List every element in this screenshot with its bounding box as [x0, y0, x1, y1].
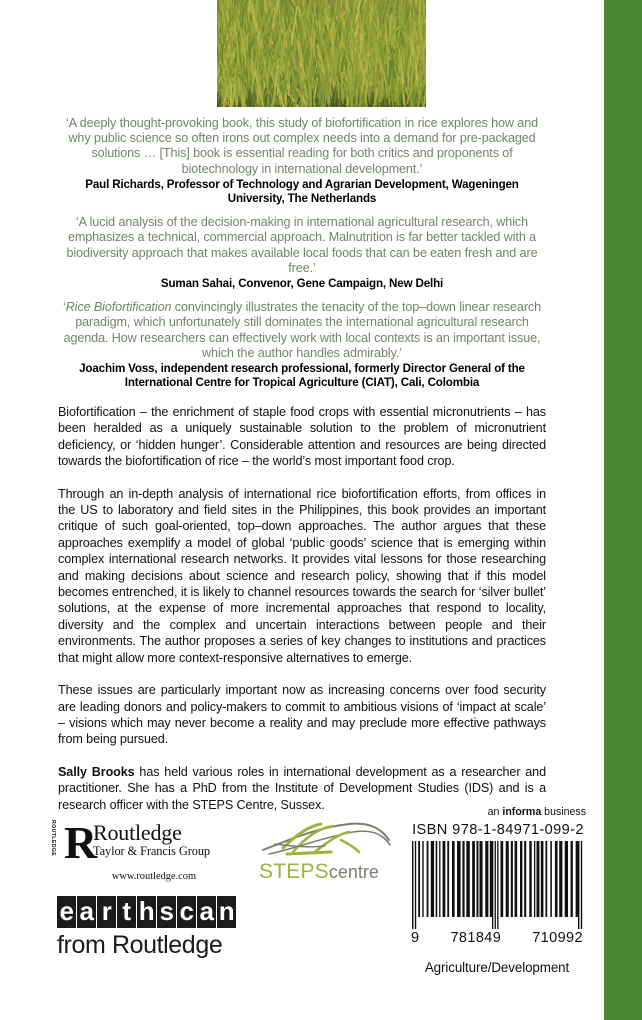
earthscan-letter-e-0: e — [57, 896, 76, 928]
cover-photo-credit — [622, 0, 633, 108]
earthscan-subtitle: from Routledge — [57, 931, 223, 959]
endorsement-quote: ‘A lucid analysis of the decision-making in international agricultural research, which emphasizes a technical, commercial approach. Malnutrition is far better tackled with a biodiversity approach that makes available local foods that can be eaten fresh and are free.’ — [66, 215, 538, 275]
earthscan-letter-a-7: a — [197, 896, 216, 928]
isbn-barcode-block — [408, 806, 588, 975]
barcode-digit-group-3: 710992 — [532, 930, 583, 946]
earthscan-letter-r-2: r — [97, 896, 116, 928]
barcode-digit-group-1: 9 — [411, 930, 420, 946]
steps-logo-primary: STEPS — [259, 860, 329, 883]
informa-prefix: an — [487, 806, 503, 818]
informa-word: informa — [502, 806, 542, 818]
routledge-vertical-text: ROUTLEDGE — [50, 820, 56, 857]
earthscan-letter-h-4: h — [138, 896, 155, 926]
endorsements-section — [58, 116, 546, 399]
barcode-digits — [411, 930, 583, 946]
routledge-url[interactable]: www.routledge.com — [111, 871, 197, 882]
book-title-italic: Rice Biofortification — [65, 300, 172, 315]
description-paragraph-2: Through an in-depth analysis of international rice biofortification efforts, from offices in the US to laboratory and field sites in the Philippines, this book provides an important critique of such goal-oriented, top–down approaches. The author argues that these approaches exemplify a model of global ‘public goods’ science that is emerging within complex international research networks. It provides vital lessons for those researching and making decisions about science and research policy, showing that if this model becomes entrenched, it is likely to channel resources towards the search for ‘silver bullet’ solutions, at the expense of more incremental approaches that respond to locality, diversity and the complex and uncertain interactions between people and their environments. The author proposes a series of key changes to institutions and practices that might allow more context-responsive alternatives to emerge. — [58, 486, 546, 665]
description-paragraph-3: These issues are particularly important now as increasing concerns over food security are leading donors and policy-makers to commit to ambitious visions of ‘impact at scale’ – visions which may never become a reality and may preclude more effective pathways from being pursued. — [58, 683, 546, 747]
author-bio-text: has held various roles in international development as a researcher and practitioner. She has a PhD from the Institute of Development Studies (IDS) and is a research officer with the STEPS Centre, Sussex. — [58, 764, 546, 812]
endorsement-quote: ‘Rice Biofortification convincingly illustrates the tenacity of the top–down linear research paradigm, which unfortunately still dominates the international agricultural research agenda. How researchers can effectively work with local contexts is an important issue, which the author handles admirably.’ — [62, 300, 542, 360]
routledge-subtitle: Taylor & Francis Group — [93, 844, 211, 858]
endorsement-attribution: Paul Richards, Professor of Technology and Agrarian Development, Wageningen University, The Netherlands — [85, 177, 519, 206]
spine-strip — [604, 0, 642, 1020]
earthscan-letter-a-1: a — [77, 896, 96, 928]
endorsement-quote: ‘A deeply thought-provoking book, this study of biofortification in rice explores how and why public science so often irons out complex needs into a demand for pre-packaged solutions … [This] book is essential reading for both critics and proponents of biotechnology in international development.’ — [65, 116, 539, 176]
routledge-logo — [50, 817, 237, 882]
subject-category: Agriculture/Development — [424, 960, 570, 975]
routledge-mark-icon — [50, 817, 98, 868]
earthscan-letter-t-3: t — [117, 896, 136, 928]
endorsement-2 — [58, 215, 546, 291]
endorsement-attribution: Suman Sahai, Convenor, Gene Campaign, New Delhi — [160, 277, 444, 291]
description-paragraph-1: Biofortification – the enrichment of staple food crops with essential micronutrients – has been heralded as a uniquely sustainable solution to the problem of micronutrient deficiency, or ‘hidden hunger’. Considerable attention and resources are being directed towards the biofortification of rice – the world’s most important food crop. — [58, 405, 546, 469]
earthscan-letter-boxes — [57, 896, 237, 928]
earthscan-letter-n-8: n — [218, 896, 235, 926]
author-name: Sally Brooks — [58, 764, 135, 779]
endorsement-attribution: Joachim Voss, independent research professional, formerly Director General of the International Centre for Tropical Agriculture (CIAT), Cali, Colombia — [79, 362, 525, 390]
earthscan-letter-s-5: s — [157, 896, 176, 928]
isbn-number: ISBN 978-1-84971-099-2 — [412, 822, 584, 838]
informa-suffix: business — [541, 806, 586, 818]
informa-business-line — [408, 806, 588, 818]
steps-centre-logo — [253, 818, 393, 894]
routledge-name: Routledge — [93, 820, 182, 845]
endorsement-1 — [58, 116, 546, 206]
endorsement-3 — [58, 300, 546, 390]
steps-logo-secondary: centre — [328, 862, 379, 882]
ean13-barcode — [408, 841, 586, 929]
steps-swoosh-icon — [257, 818, 393, 864]
routledge-r-glyph: R — [64, 817, 98, 868]
earthscan-logo — [57, 896, 237, 960]
description-section — [58, 404, 546, 829]
footer-section — [0, 806, 604, 1020]
barcode-digit-group-2: 781849 — [450, 930, 502, 946]
earthscan-letter-c-6: c — [177, 896, 196, 928]
